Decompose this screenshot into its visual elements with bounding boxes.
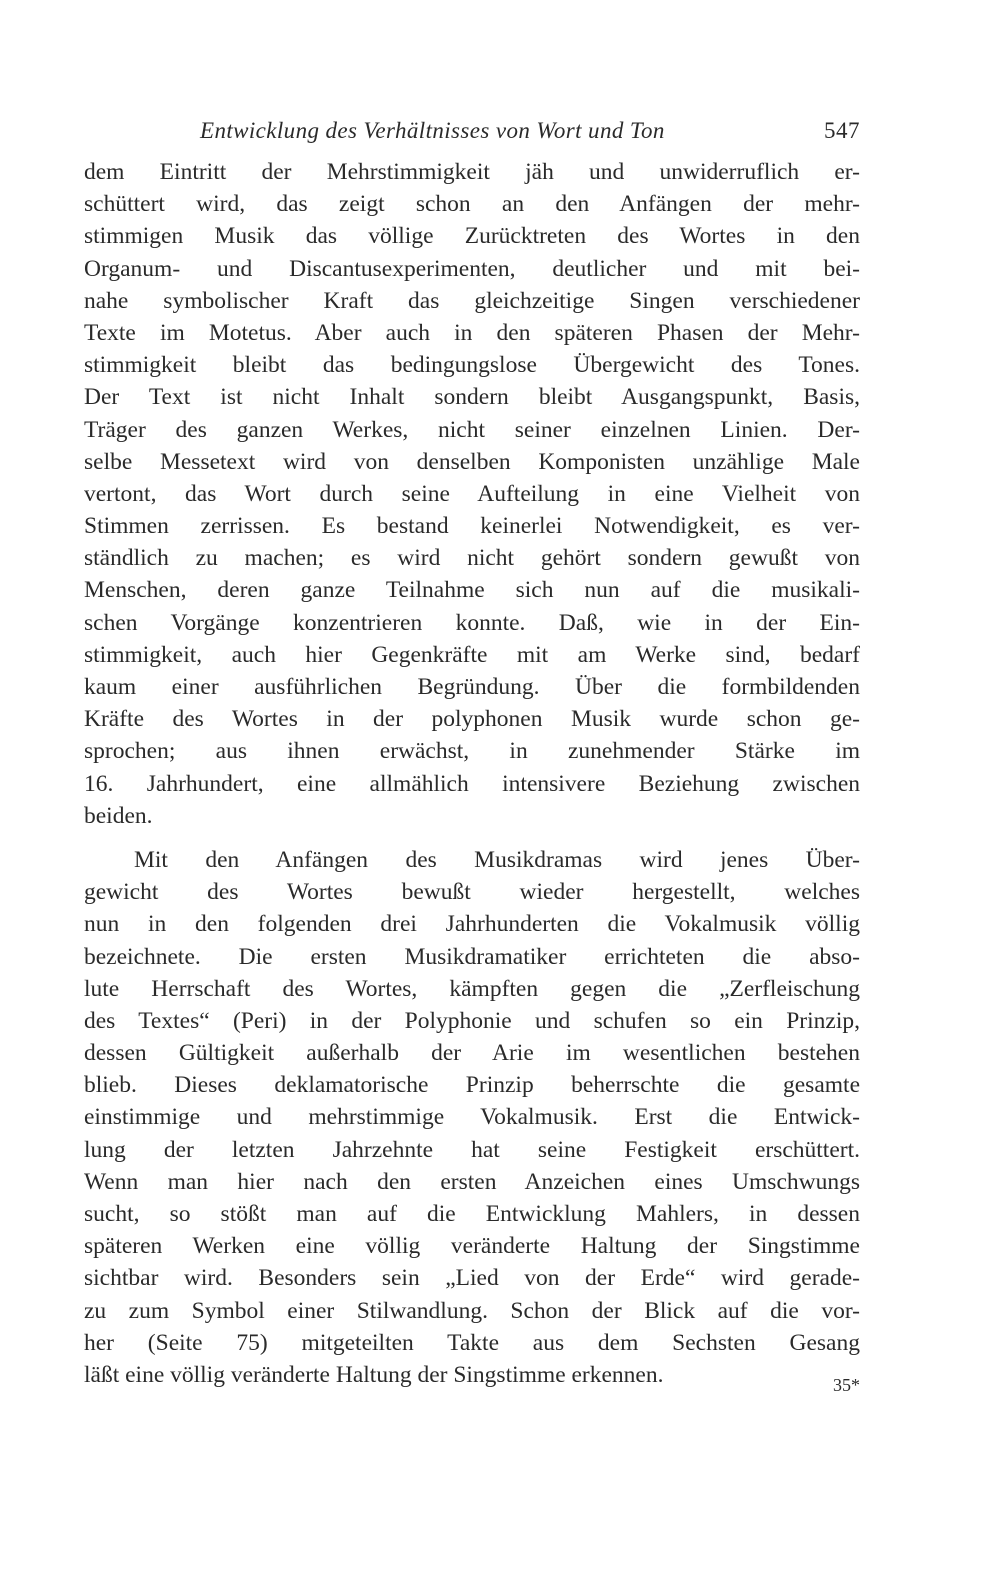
text-line: lung der letzten Jahrzehnte hat seine Festigkeit erschüttert.	[84, 1136, 860, 1163]
signature-mark: 35*	[833, 1375, 860, 1395]
text-line: sprochen; aus ihnen erwächst, in zunehmender Stärke im	[84, 738, 860, 765]
text-line: beiden.	[84, 802, 153, 829]
text-line: Wenn man hier nach den ersten Anzeichen eines Umschwungs	[84, 1168, 860, 1195]
text-line: stimmigkeit, auch hier Gegenkräfte mit am Werke sind, bedarf	[84, 641, 860, 668]
text-line: Mit den Anfängen des Musikdramas wird jenes Über-	[134, 846, 860, 873]
paragraph	[84, 156, 860, 832]
text-line: Texte im Motetus. Aber auch in den späteren Phasen der Mehr-	[84, 319, 860, 346]
text-line: des Textes“ (Peri) in der Polyphonie und schufen so ein Prinzip,	[84, 1007, 860, 1034]
text-line: Der Text ist nicht Inhalt sondern bleibt Ausgangspunkt, Basis,	[84, 384, 860, 411]
text-line: nahe symbolischer Kraft das gleichzeitige Singen verschiedener	[84, 287, 860, 314]
text-line: kaum einer ausführlichen Begründung. Über die formbildenden	[84, 674, 860, 700]
text-line: vertont, das Wort durch seine Aufteilung in eine Vielheit von	[84, 480, 860, 507]
text-line: schüttert wird, das zeigt schon an den Anfängen der mehr-	[84, 191, 860, 218]
text-line: sichtbar wird. Besonders sein „Lied von der Erde“ wird gerade-	[84, 1265, 860, 1292]
page-number: 547	[824, 118, 860, 143]
text-line: blieb. Dieses deklamatorische Prinzip beherrschte die gesamte	[84, 1072, 860, 1099]
text-line: bezeichnete. Die ersten Musikdramatiker errichteten die abso-	[84, 943, 860, 970]
text-line: 16. Jahrhundert, eine allmählich intensivere Beziehung zwischen	[84, 770, 860, 797]
running-title: Entwicklung des Verhältnisses von Wort und Ton	[200, 118, 665, 143]
text-line: schen Vorgänge konzentrieren konnte. Daß, wie in der Ein-	[84, 609, 860, 636]
text-line: Träger des ganzen Werkes, nicht seiner einzelnen Linien. Der-	[84, 416, 860, 443]
text-line: lute Herrschaft des Wortes, kämpften gegen die „Zerfleischung	[84, 975, 860, 1002]
text-line: nun in den folgenden drei Jahrhunderten die Vokalmusik völlig	[84, 911, 860, 938]
text-line: ständlich zu machen; es wird nicht gehört sondern gewußt von	[84, 545, 860, 572]
text-line: Menschen, deren ganze Teilnahme sich nun auf die musikali-	[84, 577, 860, 604]
paragraph-gap	[84, 832, 860, 844]
text-line: dessen Gültigkeit außerhalb der Arie im wesentlichen bestehen	[84, 1040, 860, 1067]
text-line: einstimmige und mehrstimmige Vokalmusik. Erst die Entwick-	[84, 1104, 860, 1131]
text-line: selbe Messetext wird von denselben Komponisten unzählige Male	[84, 448, 860, 475]
book-page	[84, 112, 860, 1395]
text-line: sucht, so stößt man auf die Entwicklung Mahlers, in dessen	[84, 1201, 860, 1227]
text-line: späteren Werken eine völlig veränderte Haltung der Singstimme	[84, 1233, 860, 1260]
paragraph	[84, 844, 860, 1391]
text-line: stimmigen Musik das völlige Zurücktreten des Wortes in den	[84, 223, 860, 250]
text-line: Stimmen zerrissen. Es bestand keinerlei Notwendigkeit, es ver-	[84, 513, 860, 540]
text-line: stimmigkeit bleibt das bedingungslose Übergewicht des Tones.	[84, 352, 860, 379]
text-line: läßt eine völlig veränderte Haltung der Singstimme erkennen.	[84, 1361, 664, 1388]
text-line: her (Seite 75) mitgeteilten Takte aus dem Sechsten Gesang	[84, 1329, 860, 1356]
running-head	[84, 112, 860, 152]
text-line: dem Eintritt der Mehrstimmigkeit jäh und unwiderruflich er-	[84, 159, 860, 185]
paragraph-container	[84, 156, 860, 1391]
text-line: gewicht des Wortes bewußt wieder hergestellt, welches	[84, 879, 860, 906]
body-text	[84, 156, 860, 1391]
text-line: Organum- und Discantusexperimenten, deutlicher und mit bei-	[84, 255, 860, 282]
text-line: Kräfte des Wortes in der polyphonen Musik wurde schon ge-	[84, 706, 860, 733]
text-line: zu zum Symbol einer Stilwandlung. Schon der Blick auf die vor-	[84, 1297, 860, 1324]
